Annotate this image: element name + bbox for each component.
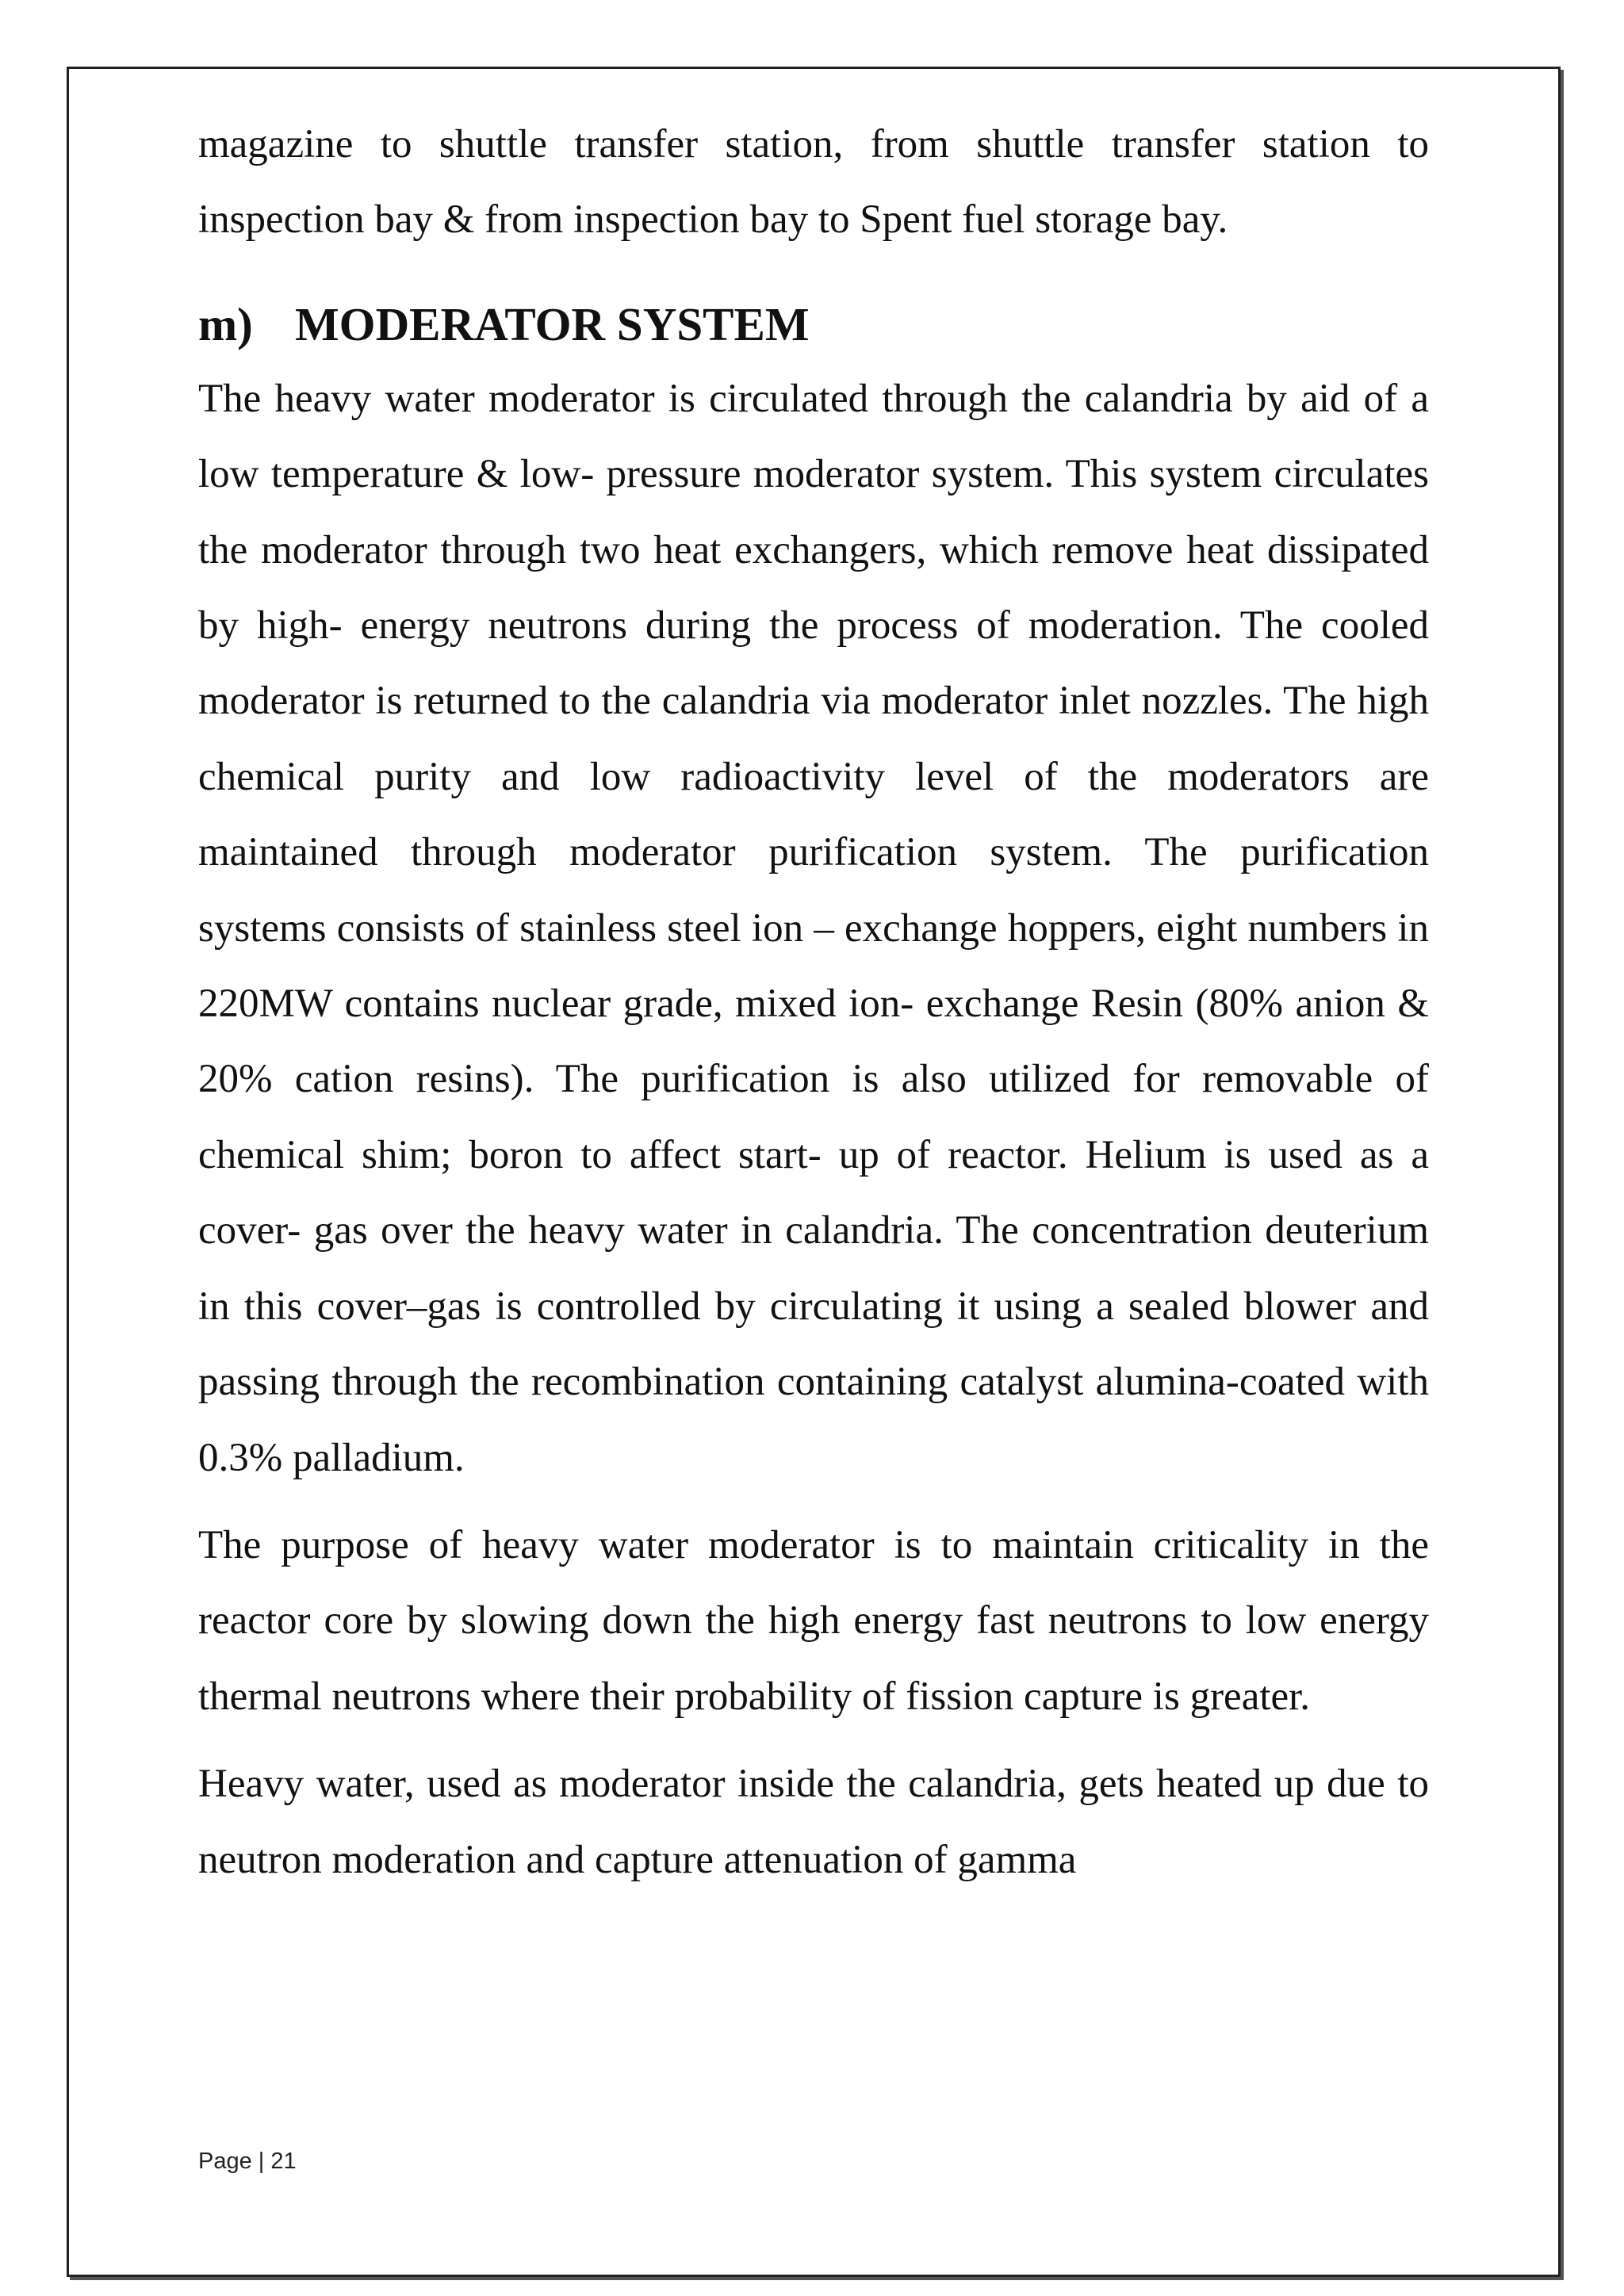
section-heading: [198, 281, 1429, 368]
section-marker: m): [198, 297, 253, 350]
section-title: MODERATOR SYSTEM: [295, 297, 810, 350]
paragraph-moderator-circulation: The heavy water moderator is circulated through the calandria by aid of a low temperature & low- pressure moderator system. This system circulates the moderator through two heat exchangers, which remove heat dissipated by high- energy neutrons during the process of moderation. The cooled moderator is returned to the calandria via moderator inlet nozzles. The high chemical purity and low radioactivity level of the moderators are maintained through moderator purification system. The purification systems consists of stainless steel ion – exchange hoppers, eight numbers in 220MW contains nuclear grade, mixed ion- exchange Resin (80% anion & 20% cation resins). The purification is also utilized for removable of chemical shim; boron to affect start- up of reactor. Helium is used as a cover- gas over the heavy water in calandria. The concentration deuterium in this cover–gas is controlled by circulating it using a sealed blower and passing through the recombination containing catalyst alumina-coated with 0.3% palladium.: [198, 376, 1429, 1480]
section-heading-block: [198, 281, 1429, 368]
paragraph-moderator-purpose: The purpose of heavy water moderator is to maintain criticality in the reactor core by slowing down the high energy fast neutrons to low energy thermal neutrons where their probability of fission capture is greater.: [198, 1522, 1429, 1719]
paragraph-heavy-water-heating: Heavy water, used as moderator inside the calandria, gets heated up due to neutron moderation and capture attenuation of gamma: [198, 1762, 1429, 1882]
page-content: [198, 107, 1429, 1898]
page-number-footer: Page | 21: [198, 2149, 297, 2174]
intro-paragraph: magazine to shuttle transfer station, from shuttle transfer station to inspection bay & from inspection bay to Spent fuel storage bay.: [198, 122, 1429, 243]
